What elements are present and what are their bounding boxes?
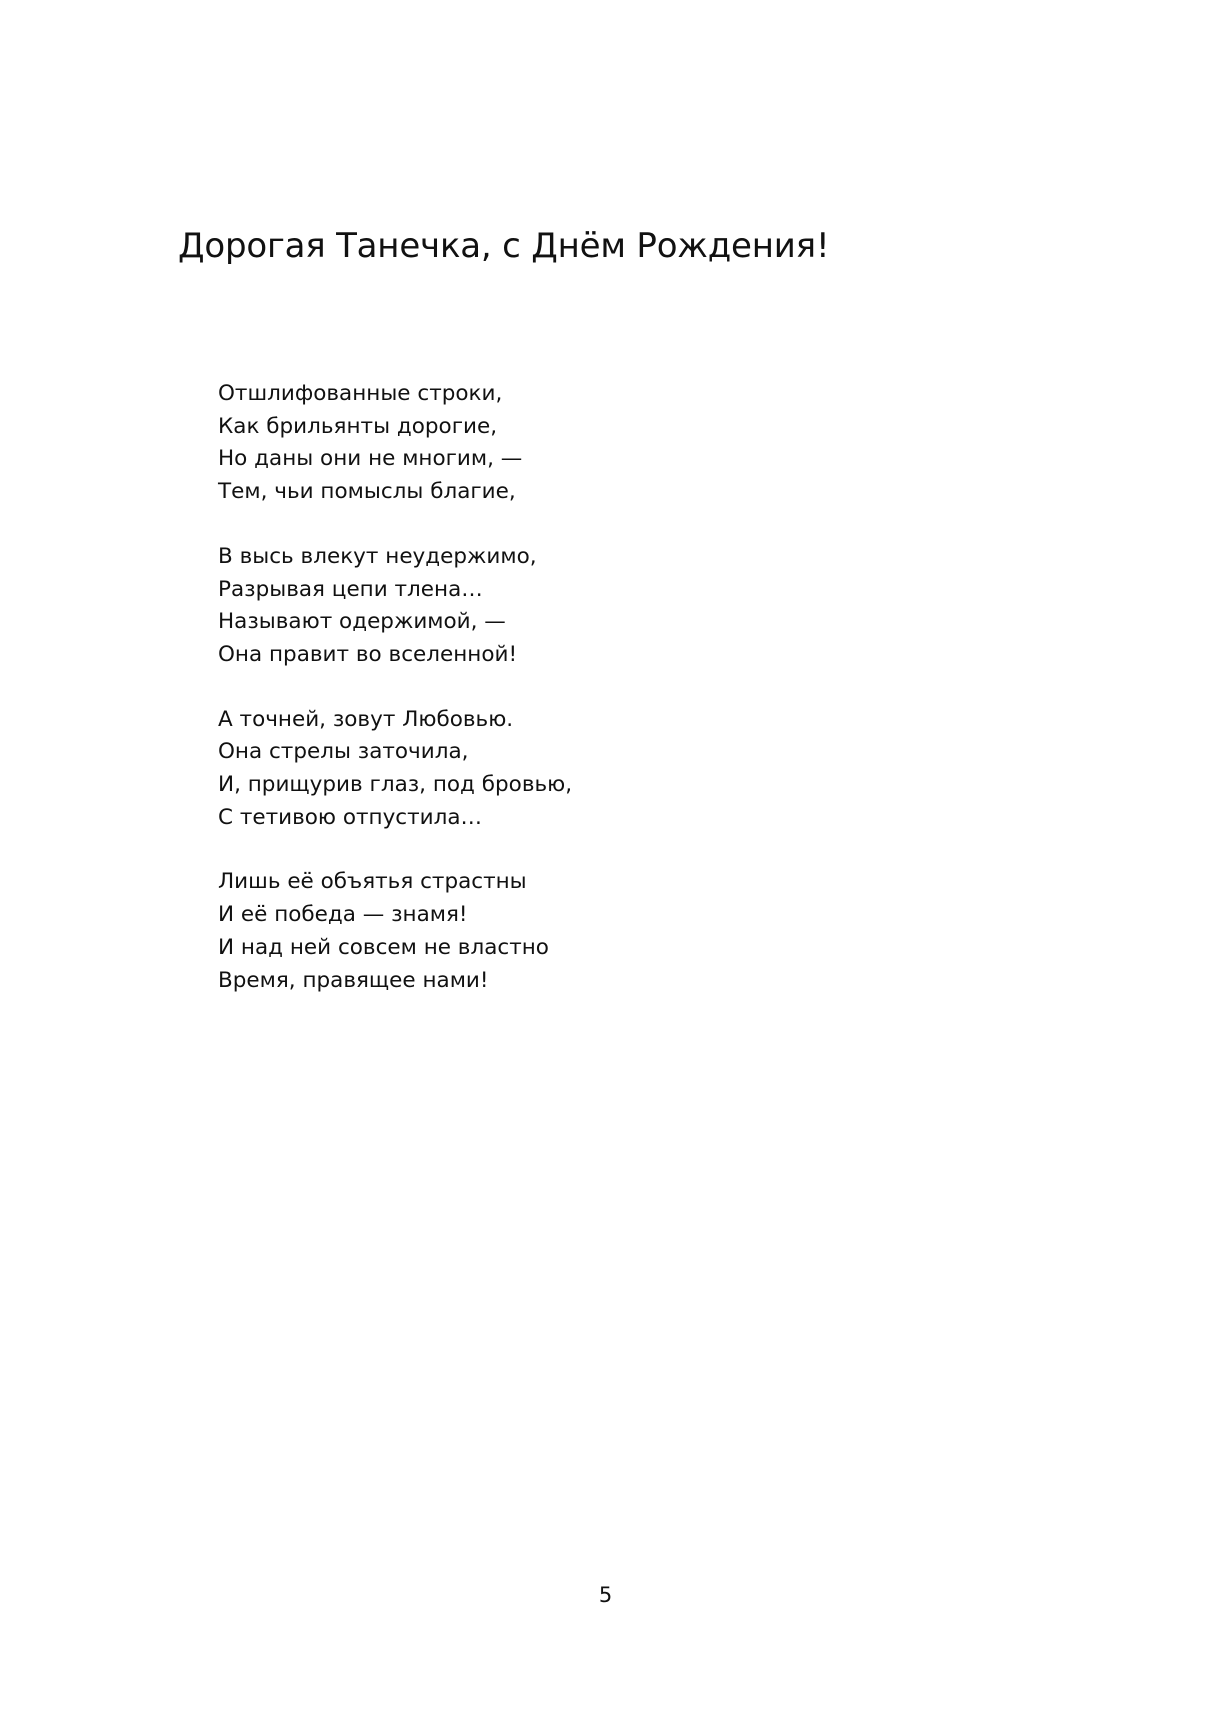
poem bbox=[218, 378, 918, 1029]
poem-line: Тем, чьи помыслы благие, bbox=[218, 479, 516, 505]
poem-line: Как брильянты дорогие, bbox=[218, 413, 498, 439]
poem-stanza-4 bbox=[218, 866, 918, 997]
poem-line: Называют одержимой, — bbox=[218, 609, 506, 635]
page-number: 5 bbox=[598, 1583, 613, 1607]
page-title: Дорогая Танечка, с Днём Рождения! bbox=[178, 226, 830, 266]
poem-line: Разрывая цепи тлена… bbox=[218, 576, 483, 602]
poem-line: А точней, зовут Любовью. bbox=[218, 706, 514, 732]
poem-line: Она правит во вселенной! bbox=[218, 641, 518, 667]
poem-line: И над ней совсем не властно bbox=[218, 934, 549, 960]
poem-stanza-1 bbox=[218, 378, 918, 509]
poem-line: Лишь её объятья страстны bbox=[218, 869, 527, 895]
poem-line: И её победа — знамя! bbox=[218, 902, 468, 928]
poem-stanza-2 bbox=[218, 541, 918, 672]
poem-line: Но даны они не многим, — bbox=[218, 446, 523, 472]
poem-stanza-3 bbox=[218, 704, 918, 835]
poem-line: В высь влекут неудержимо, bbox=[218, 543, 537, 569]
poem-line: И, прищурив глаз, под бровью, bbox=[218, 772, 573, 798]
poem-line: С тетивою отпустила… bbox=[218, 804, 483, 830]
poem-line: Она стрелы заточила, bbox=[218, 739, 469, 765]
poem-line: Время, правящее нами! bbox=[218, 967, 489, 993]
poem-line: Отшлифованные строки, bbox=[218, 381, 503, 406]
